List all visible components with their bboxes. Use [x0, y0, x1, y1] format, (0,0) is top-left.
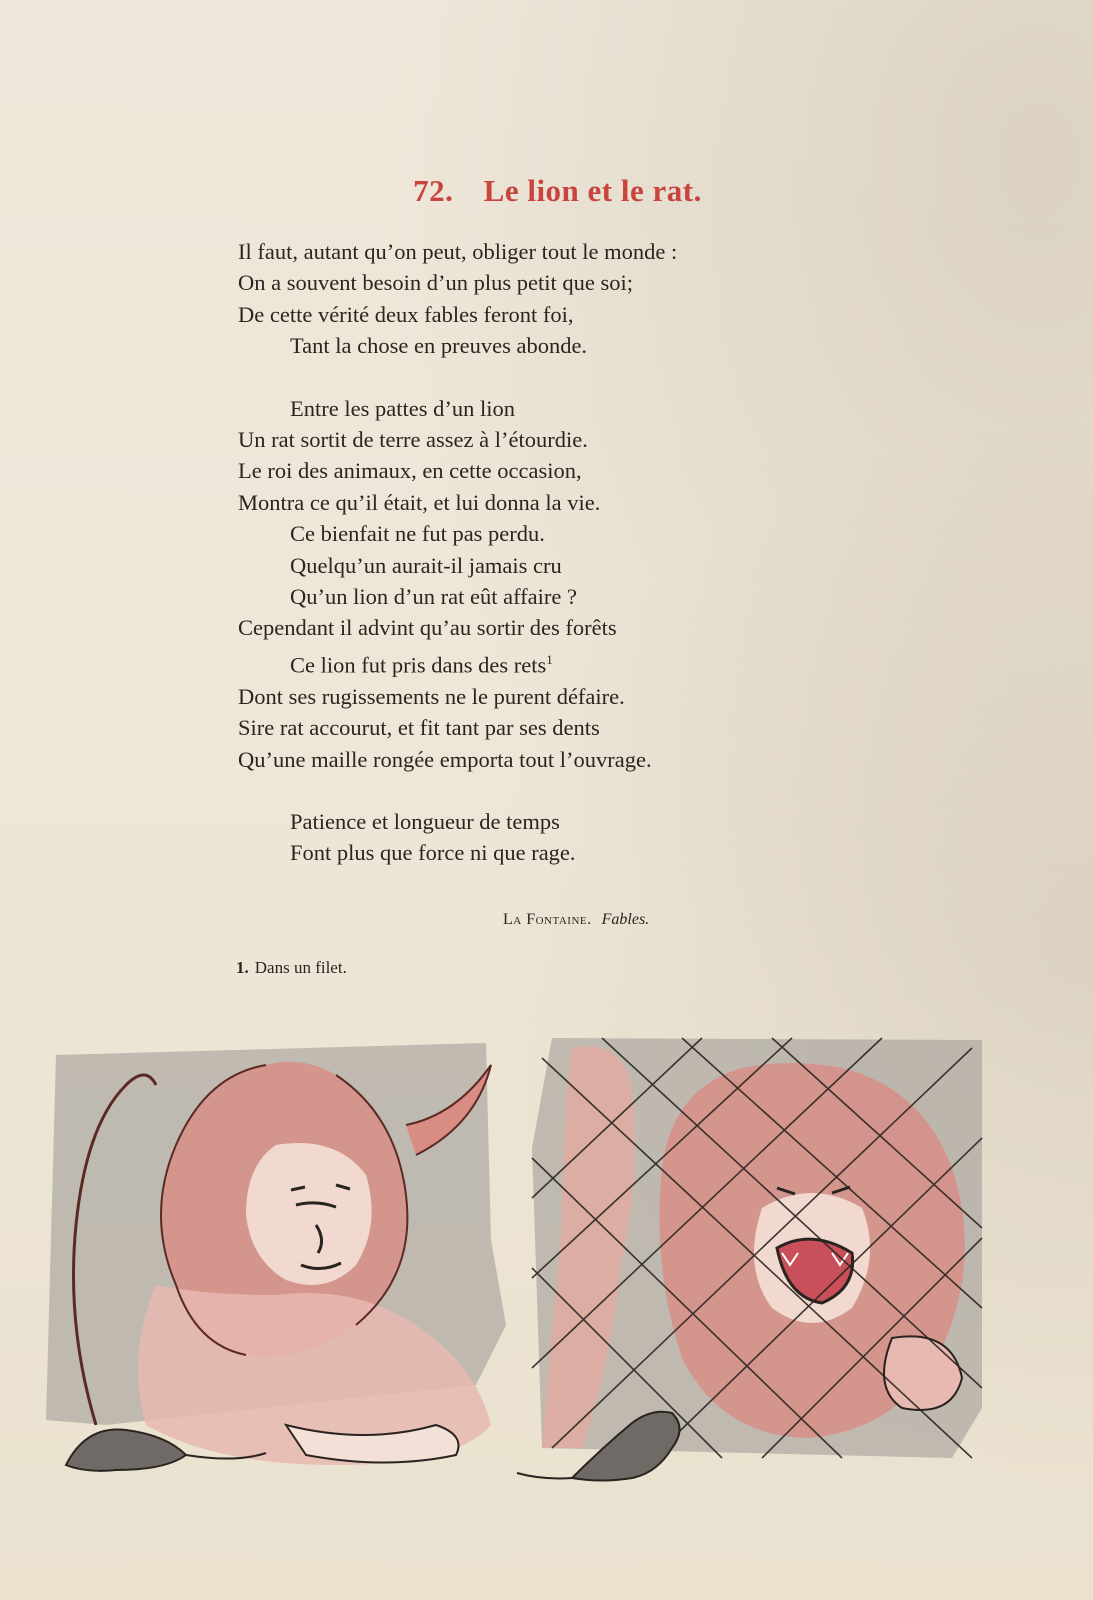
poem-line: Montra ce qu’il était, et lui donna la vie.	[238, 489, 601, 515]
footnote-marker: 1	[546, 651, 553, 667]
poem-line: Il faut, autant qu’on peut, obliger tout le monde :	[238, 239, 678, 264]
poem-line: Patience et longueur de temps	[290, 809, 560, 834]
author-name: La Fontaine.	[503, 911, 592, 928]
page-title	[0, 173, 1093, 209]
poem-line: Dont ses rugissements ne le purent défaire.	[238, 683, 625, 709]
poem-line-text: Ce lion fut pris dans des rets	[290, 652, 547, 678]
poem-line: De cette vérité deux fables feront foi,	[238, 301, 574, 327]
poem-line: Tant la chose en preuves abonde.	[290, 333, 588, 359]
attribution	[503, 911, 649, 929]
footnote	[236, 958, 347, 978]
poem-line: Qu’une maille rongée emporta tout l’ouvrage.	[238, 746, 652, 772]
poem-line-with-footnote	[238, 644, 858, 681]
footnote-text: Dans un filet.	[254, 958, 347, 977]
poem-line: On a souvent besoin d’un plus petit que soi;	[238, 270, 633, 296]
stanza-break	[238, 362, 858, 393]
lion-caught-in-net-with-rat-icon	[512, 1028, 992, 1508]
poem-line: Un rat sortit de terre assez à l’étourdie.	[238, 427, 588, 453]
poem-line: Le roi des animaux, en cette occasion,	[238, 458, 582, 484]
poem-line: Entre les pattes d’un lion	[290, 395, 515, 421]
footnote-number: 1.	[236, 958, 249, 977]
poem-line: Qu’un lion d’un rat eût affaire ?	[290, 584, 577, 610]
lion-resting-illustration	[36, 1025, 506, 1500]
fable-number: 72.	[413, 173, 454, 208]
work-title: Fables.	[601, 911, 650, 928]
fable-title: Le lion et le rat.	[483, 173, 702, 208]
poem	[238, 236, 858, 869]
poem-line: Ce bienfait ne fut pas perdu.	[290, 521, 545, 547]
poem-line: Quelqu’un aurait-il jamais cru	[290, 552, 562, 578]
lion-net-illustration	[512, 1028, 992, 1508]
poem-line: Sire rat accourut, et fit tant par ses dents	[238, 715, 600, 741]
poem-line: Cependant il advint qu’au sortir des forêts	[238, 615, 617, 641]
poem-line: Font plus que force ni que rage.	[290, 840, 576, 866]
stanza-break	[238, 775, 858, 806]
lion-resting-with-rat-icon	[36, 1025, 506, 1500]
